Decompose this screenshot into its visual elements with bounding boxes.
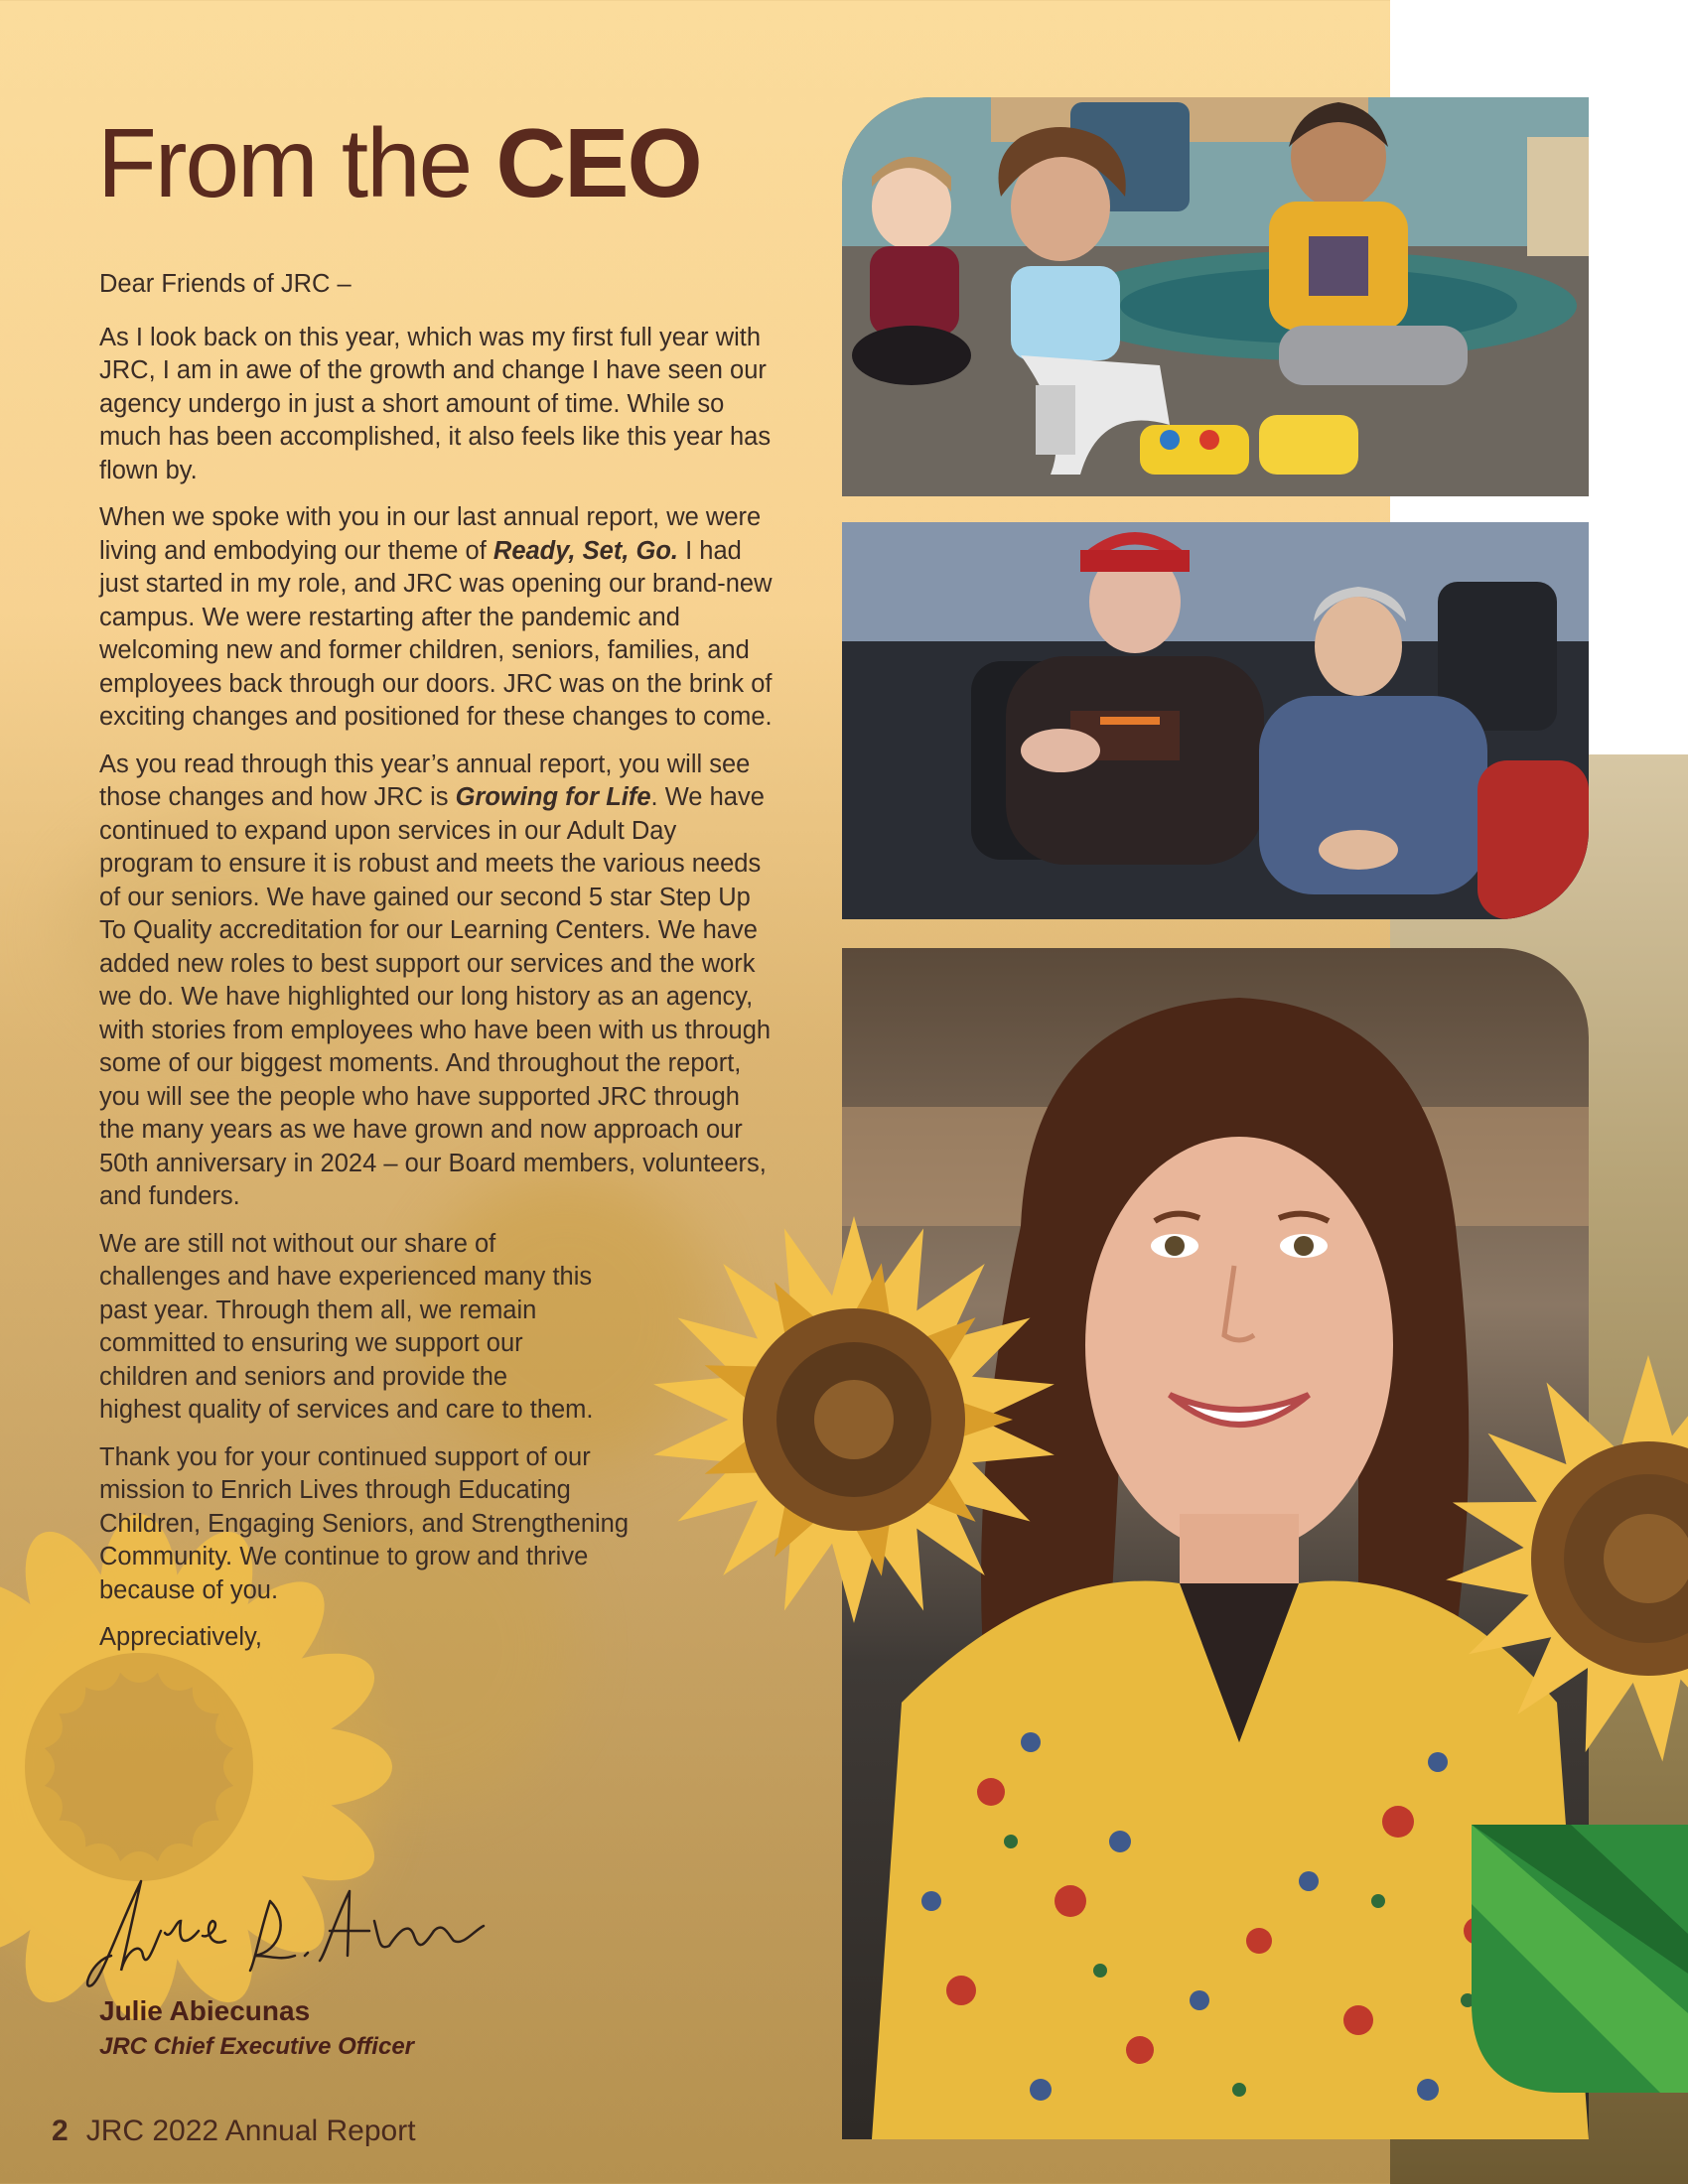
letter-paragraph-1: As I look back on this year, which was my first full year with JRC, I am in awe of the growth and change I have seen our agency undergo in just a short amount of time. While so much has been accomplished, it also feels like this year has flown by. (99, 323, 772, 484)
signer-name: Julie Abiecunas (99, 1995, 311, 2026)
letter-paragraph-3: As you read through this year’s annual report, you will see those changes and how JRC is Growing for Life. We have continued to expand upon services in our Adult Day program to ensure it is robust and meets the various needs of our seniors. We have gained our second 5 star Step Up To Quality accreditation for our Learning Centers. We have added new roles to best support our services and the work we do. We have highlighted our long history as an agency, with stories from employees who have been with us through some of our biggest moments. And throughout the report, you will see the people who have supported JRC through the many years as we have grown and now approach our 50th anniversary in 2024 – our Board members, volunteers, and funders. (99, 750, 772, 1210)
letter-closing: Appreciatively, (99, 1623, 262, 1651)
sunflower-right-icon (1430, 1340, 1688, 1777)
signer-role: JRC Chief Executive Officer (99, 2033, 415, 2060)
page-footer (52, 2115, 416, 2148)
letter-paragraph-2: When we spoke with you in our last annual report, we were living and embodying our theme of Ready, Set, Go. I had just started in my role, and JRC was opening our brand-new campus. We were restarting after the pandemic and welcoming new and former children, seniors, families, and employees back through our doors. JRC was on the brink of exciting changes and positioned for these changes to come. (99, 503, 773, 731)
page-title (97, 108, 701, 217)
page-number: 2 (52, 2115, 69, 2147)
title-light: From the (97, 108, 496, 217)
letter-greeting: Dear Friends of JRC – (99, 270, 352, 298)
letter-paragraph-5: Thank you for your continued support of our mission to Enrich Lives through Educating Children, Engaging Seniors, and Strengthening Community. We continue to grow and thrive because of you. (99, 1442, 630, 1604)
letter-paragraph-4: We are still not without our share of challenges and have experienced many this past year. Through them all, we remain committed to ensuring we support our children and seniors and provide the highest quality of services and care to them. (99, 1229, 594, 1424)
children-photo (842, 97, 1589, 496)
title-bold: CEO (495, 108, 701, 217)
leaf-icon (1472, 1825, 1688, 2093)
signature-image (81, 1861, 528, 2010)
seniors-photo (842, 522, 1589, 919)
sunflower-middle-icon (635, 1201, 1072, 1638)
footer-text: JRC 2022 Annual Report (85, 2115, 416, 2147)
